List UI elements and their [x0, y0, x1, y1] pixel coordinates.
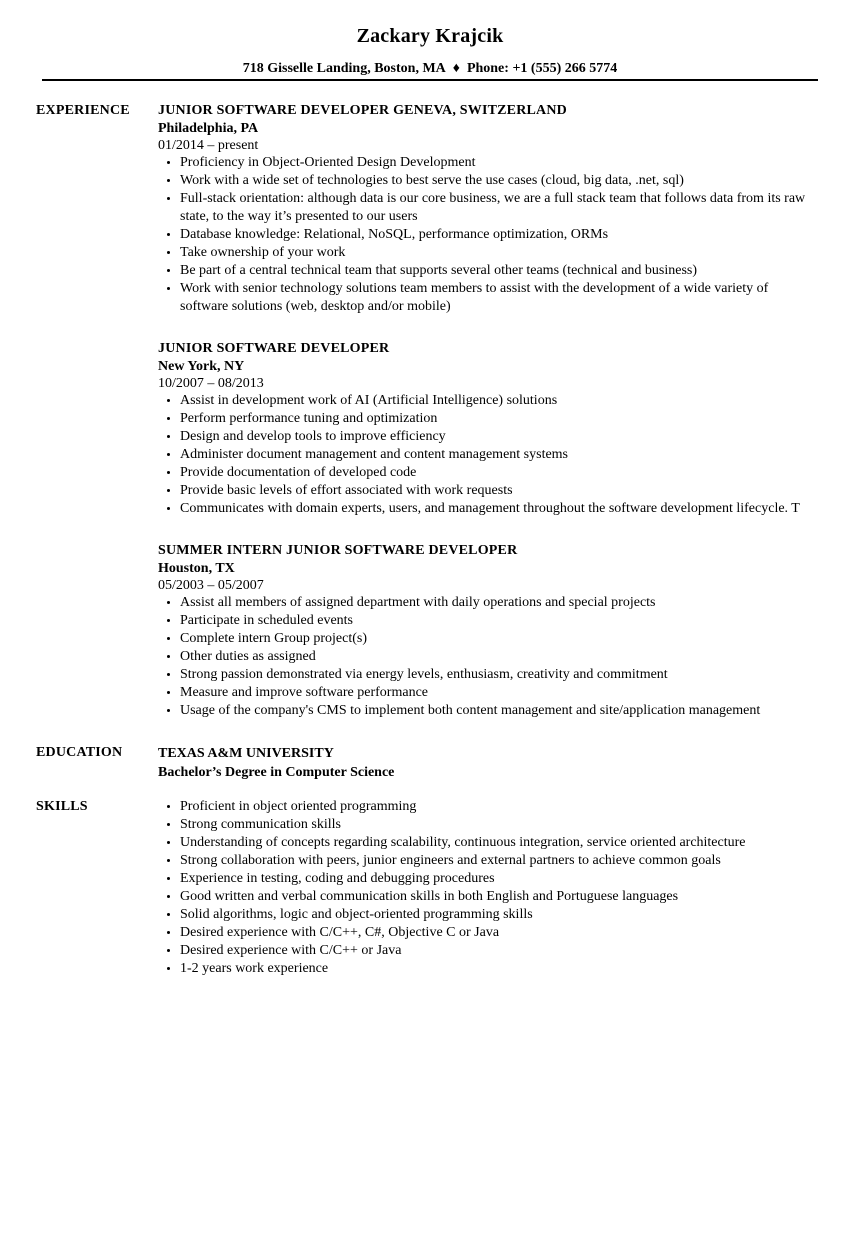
- bullet-item: • Measure and improve software performance: [180, 684, 806, 702]
- diamond-icon: ♦: [452, 61, 460, 76]
- phone-text: Phone: +1 (555) 266 5774: [466, 61, 618, 76]
- bullet-item: • Be part of a central technical team that supports several other teams (technical and business): [180, 262, 806, 280]
- job-title: JUNIOR SOFTWARE DEVELOPER: [158, 341, 390, 356]
- resume-body: [0, 81, 860, 978]
- bullet-item: • Work with a wide set of technologies to best serve the use cases (cloud, big data, .net, sql): [180, 172, 806, 190]
- education-content: [158, 744, 806, 782]
- bullet-item: • Design and develop tools to improve efficiency: [180, 428, 806, 446]
- contact-line: [0, 60, 860, 78]
- job-entry-1: [158, 102, 806, 316]
- skills-section: [36, 798, 806, 978]
- section-label-skills: SKILLS: [36, 799, 88, 814]
- bullet-item: • Perform performance tuning and optimization: [180, 410, 806, 428]
- job-dates: 05/2003 – 05/2007: [158, 578, 264, 593]
- bullet-item: • Take ownership of your work: [180, 244, 806, 262]
- job-location: Philadelphia, PA: [158, 121, 259, 136]
- bullet-item: • Database knowledge: Relational, NoSQL, performance optimization, ORMs: [180, 226, 806, 244]
- job-entry-3: [158, 542, 806, 720]
- job-dates: 10/2007 – 08/2013: [158, 376, 264, 391]
- bullet-item: • Usage of the company's CMS to implement both content management and site/application management: [180, 702, 806, 720]
- bullet-item: • Experience in testing, coding and debugging procedures: [180, 870, 806, 888]
- bullet-item: • Administer document management and content management systems: [180, 446, 806, 464]
- bullet-item: • Participate in scheduled events: [180, 612, 806, 630]
- skills-bullet-list: [158, 798, 806, 978]
- section-label-education: EDUCATION: [36, 745, 123, 760]
- bullet-item: • Good written and verbal communication skills in both English and Portuguese languages: [180, 888, 806, 906]
- bullet-item: • Proficiency in Object-Oriented Design Development: [180, 154, 806, 172]
- school-name: TEXAS A&M UNIVERSITY: [158, 746, 334, 761]
- bullet-item: • Strong communication skills: [180, 816, 806, 834]
- job-title: JUNIOR SOFTWARE DEVELOPER GENEVA, SWITZERLAND: [158, 103, 567, 118]
- bullet-item: • Understanding of concepts regarding scalability, continuous integration, service oriented architecture: [180, 834, 806, 852]
- job-dates: 01/2014 – present: [158, 138, 259, 153]
- candidate-name: Zackary Krajcik: [356, 25, 504, 47]
- bullet-item: • Strong passion demonstrated via energy levels, enthusiasm, creativity and commitment: [180, 666, 806, 684]
- job-location: New York, NY: [158, 359, 245, 374]
- bullet-item: • Other duties as assigned: [180, 648, 806, 666]
- bullet-item: • Desired experience with C/C++ or Java: [180, 942, 806, 960]
- address-text: 718 Gisselle Landing, Boston, MA: [242, 61, 446, 76]
- job-entry-2: [158, 340, 806, 518]
- bullet-item: • Work with senior technology solutions team members to assist with the development of a wide variety of software solutions (web, desktop and/or mobile): [180, 280, 806, 316]
- bullet-item: • Provide documentation of developed code: [180, 464, 806, 482]
- job-bullet-list: [158, 392, 806, 518]
- bullet-item: • Proficient in object oriented programming: [180, 798, 806, 816]
- education-section: [36, 744, 806, 782]
- bullet-item: • Assist all members of assigned department with daily operations and special projects: [180, 594, 806, 612]
- bullet-item: • Full-stack orientation: although data is our core business, we are a full stack team that follows data from its raw state, to the way it’s presented to our users: [180, 190, 806, 226]
- bullet-item: • Provide basic levels of effort associated with work requests: [180, 482, 806, 500]
- degree-name: Bachelor’s Degree in Computer Science: [158, 765, 395, 780]
- bullet-item: • Assist in development work of AI (Artificial Intelligence) solutions: [180, 392, 806, 410]
- job-bullet-list: [158, 594, 806, 720]
- bullet-item: • Communicates with domain experts, users, and management throughout the software development lifecycle. T: [180, 500, 806, 518]
- skills-content: [158, 798, 806, 978]
- job-bullet-list: [158, 154, 806, 316]
- job-location: Houston, TX: [158, 561, 235, 576]
- section-label-experience: EXPERIENCE: [36, 103, 130, 118]
- resume-header: [0, 0, 860, 81]
- experience-content: [158, 102, 806, 720]
- experience-section: [36, 102, 806, 720]
- job-title: SUMMER INTERN JUNIOR SOFTWARE DEVELOPER: [158, 543, 518, 558]
- bullet-item: • Strong collaboration with peers, junior engineers and external partners to achieve common goals: [180, 852, 806, 870]
- bullet-item: • 1-2 years work experience: [180, 960, 806, 978]
- bullet-item: • Complete intern Group project(s): [180, 630, 806, 648]
- bullet-item: • Solid algorithms, logic and object-oriented programming skills: [180, 906, 806, 924]
- bullet-item: • Desired experience with C/C++, C#, Objective C or Java: [180, 924, 806, 942]
